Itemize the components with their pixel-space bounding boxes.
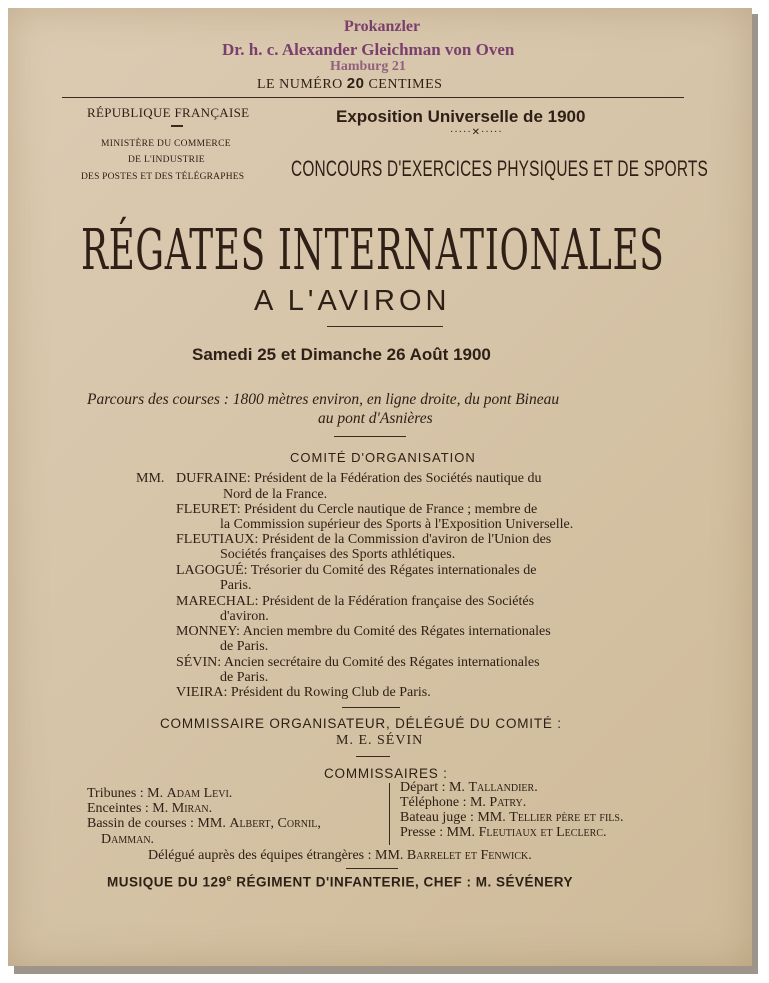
- republic-label: RÉPUBLIQUE FRANÇAISE: [87, 105, 250, 120]
- member-name: VIEIRA: [176, 685, 224, 700]
- member-role-cont: Nord de la France.: [223, 487, 328, 502]
- member-name: FLEUTIAUX: [176, 532, 255, 547]
- member-role-cont: Paris.: [220, 578, 252, 593]
- commissaire-entry: [400, 810, 623, 825]
- course-rule: [334, 436, 406, 437]
- committee-member: [176, 471, 542, 486]
- music-sup: e: [226, 873, 233, 883]
- committee-member: [176, 594, 534, 609]
- organizer-rule: [356, 756, 390, 757]
- contest-title: CONCOURS D'EXERCICES PHYSIQUES ET DE SPORTS: [291, 156, 709, 181]
- expo-ornament: ·····✕·····: [450, 127, 503, 138]
- course-line-2: au pont d'Asnières: [318, 410, 433, 427]
- commissaire-entry: [87, 786, 232, 801]
- member-role-cont: d'aviron.: [220, 609, 269, 624]
- member-role: : Président de la Fédération des Sociétés nautique du: [246, 471, 542, 486]
- commissaire-name: Tellier père et fils.: [509, 810, 624, 825]
- organizer-name: M. E. SÉVIN: [336, 733, 424, 748]
- music-post: RÉGIMENT D'INFANTERIE, CHEF : M. SÉVÉNERY: [232, 874, 574, 890]
- ministry-line-2: DE L'INDUSTRIE: [128, 155, 205, 165]
- member-role-cont: de Paris.: [220, 670, 269, 685]
- commissaire-entry: [101, 832, 154, 847]
- member-role-cont: de Paris.: [220, 639, 269, 654]
- stamp-line-3: Hamburg 21: [330, 59, 406, 74]
- organizer-heading: COMMISSAIRE ORGANISATEUR, DÉLÉGUÉ DU COMITÉ :: [160, 716, 562, 731]
- committee-member: [176, 685, 431, 700]
- member-role: : Président du Cercle nautique de France ; membre de: [236, 502, 538, 517]
- event-dates: Samedi 25 et Dimanche 26 Août 1900: [192, 345, 491, 364]
- commissaires-divider: [389, 783, 390, 845]
- title-rule: [327, 326, 443, 327]
- delegate-label: Délégué auprès des équipes étrangères : MM.: [148, 848, 404, 863]
- commissaire-entry: [400, 825, 607, 840]
- committee-member: [176, 655, 540, 670]
- member-role: : Ancien membre du Comité des Régates internationales: [236, 624, 551, 639]
- committee-rule: [342, 707, 400, 708]
- delegate-rule: [346, 868, 398, 869]
- commissaire-role: Bateau juge : MM.: [400, 810, 506, 825]
- committee-prefix: MM.: [136, 471, 165, 486]
- music-line: [107, 873, 573, 890]
- member-name: MONNEY: [176, 624, 237, 639]
- commissaire-name: Albert, Cornil,: [229, 816, 321, 831]
- expo-title: Exposition Universelle de 1900: [336, 107, 586, 126]
- commissaire-name: Damman.: [101, 832, 155, 847]
- music-pre: MUSIQUE DU 129: [107, 874, 227, 890]
- commissaire-entry: [87, 816, 321, 831]
- price-line: [257, 75, 442, 93]
- member-role: : Président de la Fédération française des Sociétés: [254, 594, 535, 609]
- main-title: RÉGATES INTERNATIONALES: [81, 218, 665, 283]
- member-role: : Président du Rowing Club de Paris.: [223, 685, 431, 700]
- commissaire-entry: [400, 780, 538, 795]
- commissaire-role: Tribunes : M.: [87, 786, 164, 801]
- member-name: SÉVIN: [176, 655, 218, 670]
- committee-member: [176, 624, 551, 639]
- member-role-cont: Sociétés françaises des Sports athlétiques.: [220, 547, 456, 562]
- price-suffix: CENTIMES: [368, 77, 443, 92]
- member-role: : Président de la Commission d'aviron de l'Union des: [254, 532, 552, 547]
- commissaire-role: Téléphone : M.: [400, 795, 486, 810]
- committee-member: [176, 563, 536, 578]
- committee-member: [176, 532, 551, 547]
- commissaire-role: Presse : MM.: [400, 825, 476, 840]
- course-line-1: Parcours des courses : 1800 mètres environ, en ligne droite, du pont Bineau: [87, 391, 560, 408]
- commissaires-heading: COMMISSAIRES :: [324, 766, 448, 781]
- member-role-cont: la Commission supérieur des Sports à l'Exposition Universelle.: [220, 517, 574, 532]
- committee-member: [176, 502, 537, 517]
- price-amount: 20: [346, 75, 365, 92]
- price-prefix: LE NUMÉRO: [257, 77, 343, 92]
- commissaire-name: Tallandier.: [468, 780, 538, 795]
- commissaire-name: Adam Levi.: [166, 786, 233, 801]
- commissaire-role: Départ : M.: [400, 780, 465, 795]
- top-rule: [62, 97, 684, 98]
- republic-dash: [171, 125, 183, 127]
- commissaire-name: Miran.: [171, 801, 213, 816]
- delegate-names: Barrelet et Fenwick.: [406, 848, 532, 863]
- member-name: MARECHAL: [176, 594, 255, 609]
- ministry-line-3: DES POSTES ET DES TÉLÉGRAPHES: [81, 172, 245, 182]
- member-role: : Ancien secrétaire du Comité des Régates internationales: [217, 655, 540, 670]
- subtitle: A L'AVIRON: [254, 285, 451, 317]
- member-role: : Trésorier du Comité des Régates internationales de: [243, 563, 537, 578]
- commissaire-name: Patry.: [489, 795, 527, 810]
- stamp-line-1: Prokanzler: [344, 18, 421, 35]
- ministry-line-1: MINISTÈRE DU COMMERCE: [101, 139, 231, 149]
- member-name: DUFRAINE: [176, 471, 247, 486]
- commissaire-entry: [87, 801, 212, 816]
- commissaire-entry: [400, 795, 526, 810]
- member-name: LAGOGUÉ: [176, 563, 244, 578]
- commissaire-name: Fleutiaux et Leclerc.: [478, 825, 607, 840]
- commissaire-role: Enceintes : M.: [87, 801, 169, 816]
- commissaire-role: Bassin de courses : MM.: [87, 816, 226, 831]
- committee-heading: COMITÉ D'ORGANISATION: [290, 450, 476, 465]
- stamp-line-2: Dr. h. c. Alexander Gleichman von Oven: [222, 40, 515, 59]
- delegate-line: [148, 848, 532, 863]
- member-name: FLEURET: [176, 502, 237, 517]
